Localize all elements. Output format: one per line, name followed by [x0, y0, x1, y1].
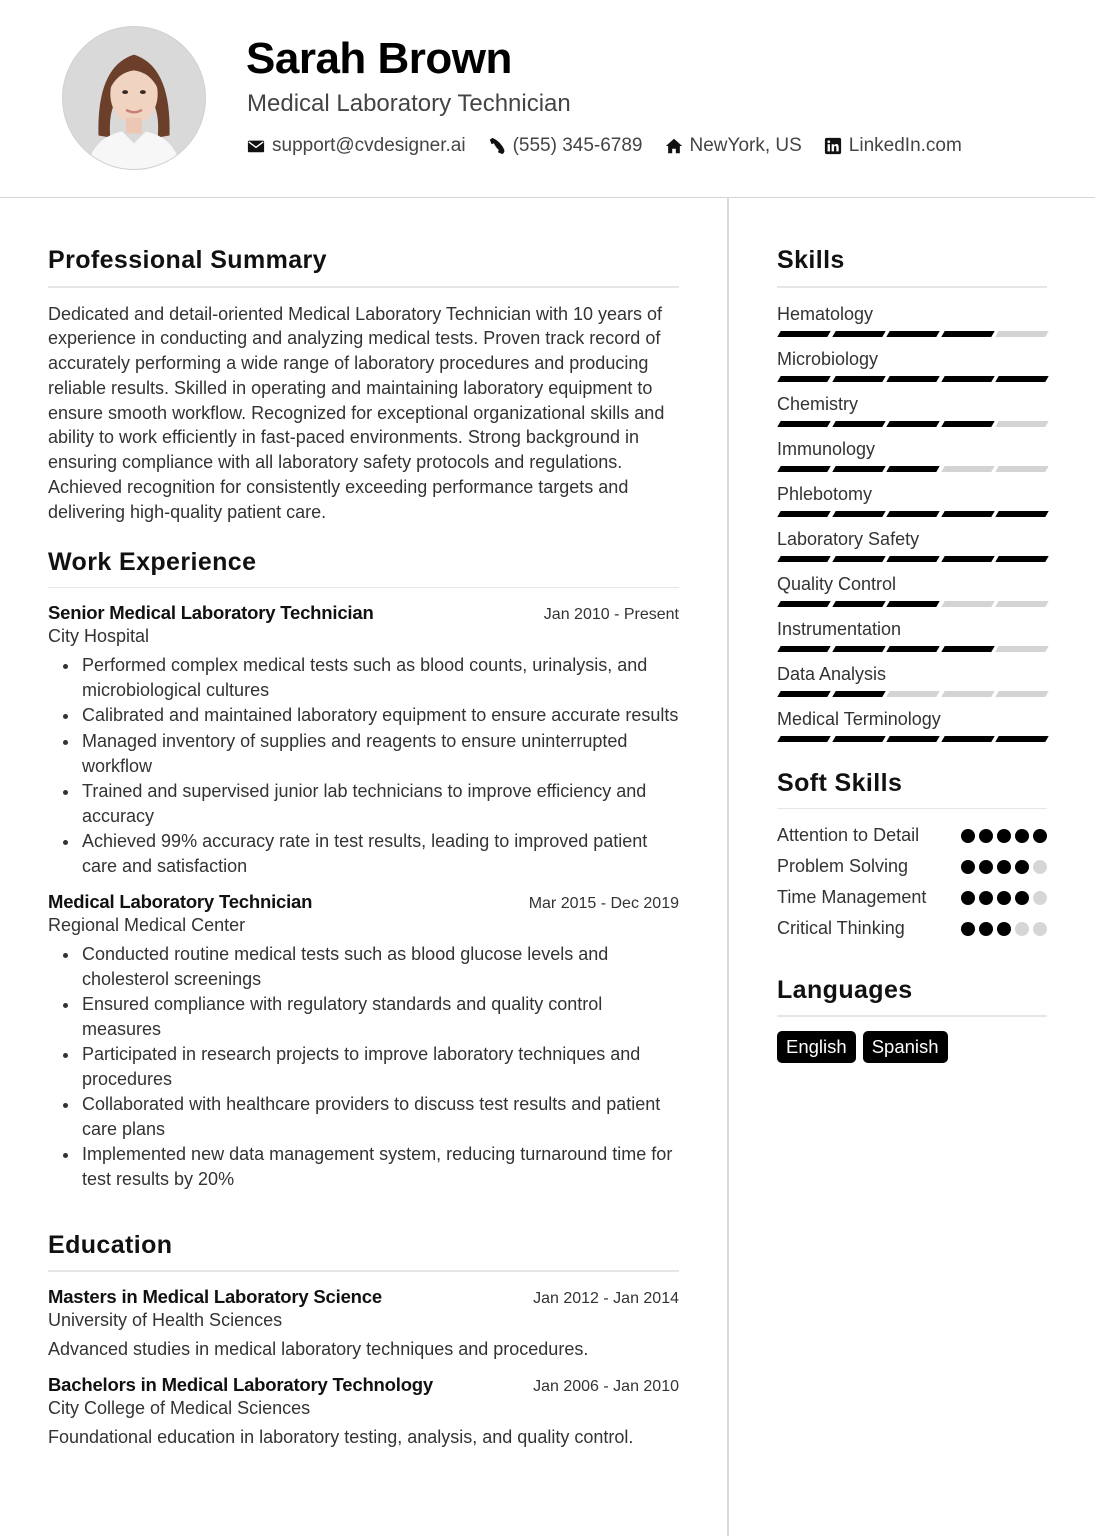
contact-email-text: support@cvdesigner.ai — [272, 135, 466, 156]
list-item: Conducted routine medical tests such as blood glucose levels and cholesterol screenings — [48, 942, 679, 992]
contact-phone-text: (555) 345-6789 — [512, 135, 643, 156]
section-heading: Skills — [777, 246, 845, 274]
degree-title: Bachelors in Medical Laboratory Technology — [48, 1373, 433, 1395]
skill-item — [777, 662, 1047, 697]
level-segment — [832, 376, 885, 382]
job-entry — [48, 602, 679, 879]
level-segment — [941, 511, 994, 517]
level-segment — [832, 646, 885, 652]
level-segment — [832, 556, 885, 562]
list-item: Trained and supervised junior lab technicians to improve efficiency and accuracy — [48, 779, 679, 829]
level-segment — [886, 736, 939, 742]
section-heading: Work Experience — [48, 547, 257, 576]
rating-dot-icon — [979, 829, 993, 843]
main-column — [48, 230, 679, 1448]
level-segment — [886, 421, 939, 427]
soft-skills-section — [777, 752, 1047, 942]
summary-text: Dedicated and detail-oriented Medical Laboratory Technician with 10 years of experience in conducting and analyzing medical tests. Proven track record of accurately performing a wide range of laboratory procedures and producing reliable results. Skilled in operating and maintaining laboratory equipment to ensure smooth workflow. Recognized for exceptional organizational skills and ability to work efficiently in fast-paced environments. Strong background in ensuring compliance with all laboratory safety protocols and regulations. Achieved recognition for consistently exceeding performance targets and delivering high-quality patient care. — [48, 303, 665, 522]
skill-item — [777, 617, 1047, 652]
level-segment — [777, 511, 830, 517]
skill-level-bar — [777, 421, 1047, 427]
contact-email[interactable] — [247, 135, 466, 157]
skill-name: Laboratory Safety — [777, 528, 920, 549]
level-segment — [996, 691, 1049, 697]
rating-dot-icon — [1015, 860, 1029, 874]
school-name: University of Health Sciences — [48, 1309, 283, 1330]
section-rule — [777, 808, 1047, 810]
rating-dot-icon — [1015, 891, 1029, 905]
rating-dot-icon — [1033, 829, 1047, 843]
level-segment — [832, 331, 885, 337]
level-segment — [996, 511, 1049, 517]
level-segment — [777, 466, 830, 472]
contact-linkedin-text: LinkedIn.com — [848, 135, 962, 156]
level-segment — [941, 736, 994, 742]
rating-dot-icon — [1033, 922, 1047, 936]
section-heading: Soft Skills — [777, 768, 903, 797]
resume-header — [0, 0, 1095, 198]
soft-skill-item — [777, 916, 1047, 941]
rating-dot-icon — [979, 860, 993, 874]
envelope-icon — [247, 137, 265, 155]
rating-dot-icon — [1015, 922, 1029, 936]
level-segment — [996, 601, 1049, 607]
contact-list — [247, 135, 984, 157]
skill-name: Microbiology — [777, 348, 879, 369]
skill-level-bar — [777, 556, 1047, 562]
level-segment — [832, 421, 885, 427]
list-item: Ensured compliance with regulatory standards and quality control measures — [48, 992, 679, 1042]
level-segment — [996, 736, 1049, 742]
soft-skill-name: Critical Thinking — [777, 918, 905, 938]
education-date: Jan 2012 - Jan 2014 — [533, 1289, 679, 1307]
rating-dot-icon — [997, 891, 1011, 905]
language-tags — [777, 1031, 1047, 1063]
level-segment — [941, 421, 994, 427]
soft-skill-rating — [961, 885, 1047, 910]
profile-photo-icon — [63, 27, 205, 169]
skill-item — [777, 347, 1047, 382]
rating-dot-icon — [961, 829, 975, 843]
list-item: Managed inventory of supplies and reagents to ensure uninterrupted workflow — [48, 729, 679, 779]
skill-level-bar — [777, 376, 1047, 382]
rating-dot-icon — [961, 891, 975, 905]
rating-dot-icon — [997, 829, 1011, 843]
level-segment — [941, 646, 994, 652]
skill-level-bar — [777, 691, 1047, 697]
job-employer: City Hospital — [48, 626, 150, 647]
candidate-name: Sarah Brown — [246, 34, 512, 83]
level-segment — [941, 376, 994, 382]
level-segment — [777, 691, 830, 697]
level-segment — [996, 421, 1049, 427]
skill-level-bar — [777, 601, 1047, 607]
job-entry — [48, 891, 679, 1192]
skill-level-bar — [777, 736, 1047, 742]
soft-skill-rating — [961, 854, 1047, 879]
job-employer: Regional Medical Center — [48, 914, 246, 935]
level-segment — [777, 556, 830, 562]
experience-section — [48, 531, 679, 1192]
skill-item — [777, 302, 1047, 337]
section-rule — [777, 286, 1047, 288]
level-segment — [886, 466, 939, 472]
skill-item — [777, 707, 1047, 742]
sidebar-column — [777, 230, 1047, 1063]
section-rule — [777, 1015, 1047, 1017]
skill-name: Chemistry — [777, 393, 859, 414]
skill-name: Phlebotomy — [777, 483, 873, 504]
level-segment — [777, 646, 830, 652]
candidate-title: Medical Laboratory Technician — [247, 90, 571, 117]
list-item: Calibrated and maintained laboratory equipment to ensure accurate results — [48, 703, 679, 728]
skills-list — [777, 302, 1047, 742]
level-segment — [886, 646, 939, 652]
skill-item — [777, 527, 1047, 562]
rating-dot-icon — [1015, 829, 1029, 843]
language-tag: English — [777, 1031, 856, 1063]
list-item: Achieved 99% accuracy rate in test results, leading to improved patient care and satisfaction — [48, 829, 679, 879]
degree-title: Masters in Medical Laboratory Science — [48, 1285, 382, 1307]
skill-item — [777, 437, 1047, 472]
skill-level-bar — [777, 331, 1047, 337]
education-description: Advanced studies in medical laboratory techniques and procedures. — [48, 1338, 589, 1359]
level-segment — [832, 601, 885, 607]
list-item: Performed complex medical tests such as blood counts, urinalysis, and microbiological cultures — [48, 653, 679, 703]
skills-section — [777, 230, 1047, 742]
level-segment — [941, 601, 994, 607]
soft-skills-list — [777, 823, 1047, 941]
summary-section — [48, 230, 679, 525]
section-rule — [48, 286, 679, 288]
education-entry — [48, 1374, 679, 1448]
level-segment — [886, 376, 939, 382]
rating-dot-icon — [979, 891, 993, 905]
rating-dot-icon — [997, 860, 1011, 874]
list-item: Collaborated with healthcare providers to discuss test results and patient care plans — [48, 1092, 679, 1142]
soft-skill-rating — [961, 916, 1047, 941]
level-segment — [886, 556, 939, 562]
skill-name: Immunology — [777, 438, 876, 459]
soft-skill-name: Problem Solving — [777, 856, 909, 876]
job-title: Senior Medical Laboratory Technician — [48, 602, 374, 624]
skill-level-bar — [777, 511, 1047, 517]
education-entry — [48, 1286, 679, 1360]
skill-item — [777, 482, 1047, 517]
education-description: Foundational education in laboratory testing, analysis, and quality control. — [48, 1426, 634, 1447]
list-item: Implemented new data management system, reducing turnaround time for test results by 20% — [48, 1142, 679, 1192]
skill-name: Hematology — [777, 303, 874, 324]
job-date: Jan 2010 - Present — [543, 606, 679, 624]
home-icon — [665, 137, 683, 155]
level-segment — [886, 331, 939, 337]
rating-dot-icon — [1033, 891, 1047, 905]
level-segment — [777, 421, 830, 427]
rating-dot-icon — [961, 860, 975, 874]
section-heading: Professional Summary — [48, 246, 327, 274]
level-segment — [777, 736, 830, 742]
level-segment — [777, 601, 830, 607]
level-segment — [996, 376, 1049, 382]
phone-icon — [488, 137, 506, 155]
school-name: City College of Medical Sciences — [48, 1397, 311, 1418]
level-segment — [777, 331, 830, 337]
rating-dot-icon — [961, 922, 975, 936]
linkedin-icon — [824, 137, 842, 155]
contact-phone[interactable] — [488, 135, 643, 157]
contact-location — [665, 135, 802, 157]
skill-name: Instrumentation — [777, 618, 902, 639]
soft-skill-item — [777, 885, 1047, 910]
section-rule — [48, 587, 679, 589]
level-segment — [832, 466, 885, 472]
skill-level-bar — [777, 646, 1047, 652]
level-segment — [832, 511, 885, 517]
level-segment — [832, 691, 885, 697]
section-heading: Languages — [777, 976, 913, 1004]
level-segment — [996, 466, 1049, 472]
skill-name: Data Analysis — [777, 663, 887, 684]
job-bullets — [48, 653, 679, 879]
list-item: Participated in research projects to improve laboratory techniques and procedures — [48, 1042, 679, 1092]
skill-item — [777, 392, 1047, 427]
contact-location-text: NewYork, US — [689, 135, 802, 156]
job-date: Mar 2015 - Dec 2019 — [528, 894, 679, 912]
soft-skill-item — [777, 823, 1047, 848]
level-segment — [886, 691, 939, 697]
education-section — [48, 1214, 679, 1448]
level-segment — [832, 736, 885, 742]
soft-skill-item — [777, 854, 1047, 879]
section-heading: Education — [48, 1231, 173, 1260]
section-rule — [48, 1270, 679, 1272]
level-segment — [886, 601, 939, 607]
level-segment — [941, 556, 994, 562]
languages-section — [777, 959, 1047, 1063]
soft-skill-name: Time Management — [777, 887, 927, 907]
avatar — [62, 26, 206, 170]
rating-dot-icon — [979, 922, 993, 936]
level-segment — [996, 556, 1049, 562]
level-segment — [941, 691, 994, 697]
contact-linkedin[interactable] — [824, 135, 962, 157]
skill-name: Medical Terminology — [777, 708, 941, 729]
level-segment — [941, 331, 994, 337]
job-title: Medical Laboratory Technician — [48, 890, 313, 912]
soft-skill-rating — [961, 823, 1047, 848]
skill-level-bar — [777, 466, 1047, 472]
rating-dot-icon — [997, 922, 1011, 936]
language-tag: Spanish — [863, 1031, 948, 1063]
level-segment — [941, 466, 994, 472]
skill-name: Quality Control — [777, 573, 897, 594]
column-divider — [727, 198, 729, 1536]
education-date: Jan 2006 - Jan 2010 — [533, 1377, 679, 1395]
level-segment — [996, 331, 1049, 337]
level-segment — [886, 511, 939, 517]
level-segment — [777, 376, 830, 382]
job-bullets — [48, 942, 679, 1192]
soft-skill-name: Attention to Detail — [777, 825, 920, 845]
level-segment — [996, 646, 1049, 652]
rating-dot-icon — [1033, 860, 1047, 874]
skill-item — [777, 572, 1047, 607]
